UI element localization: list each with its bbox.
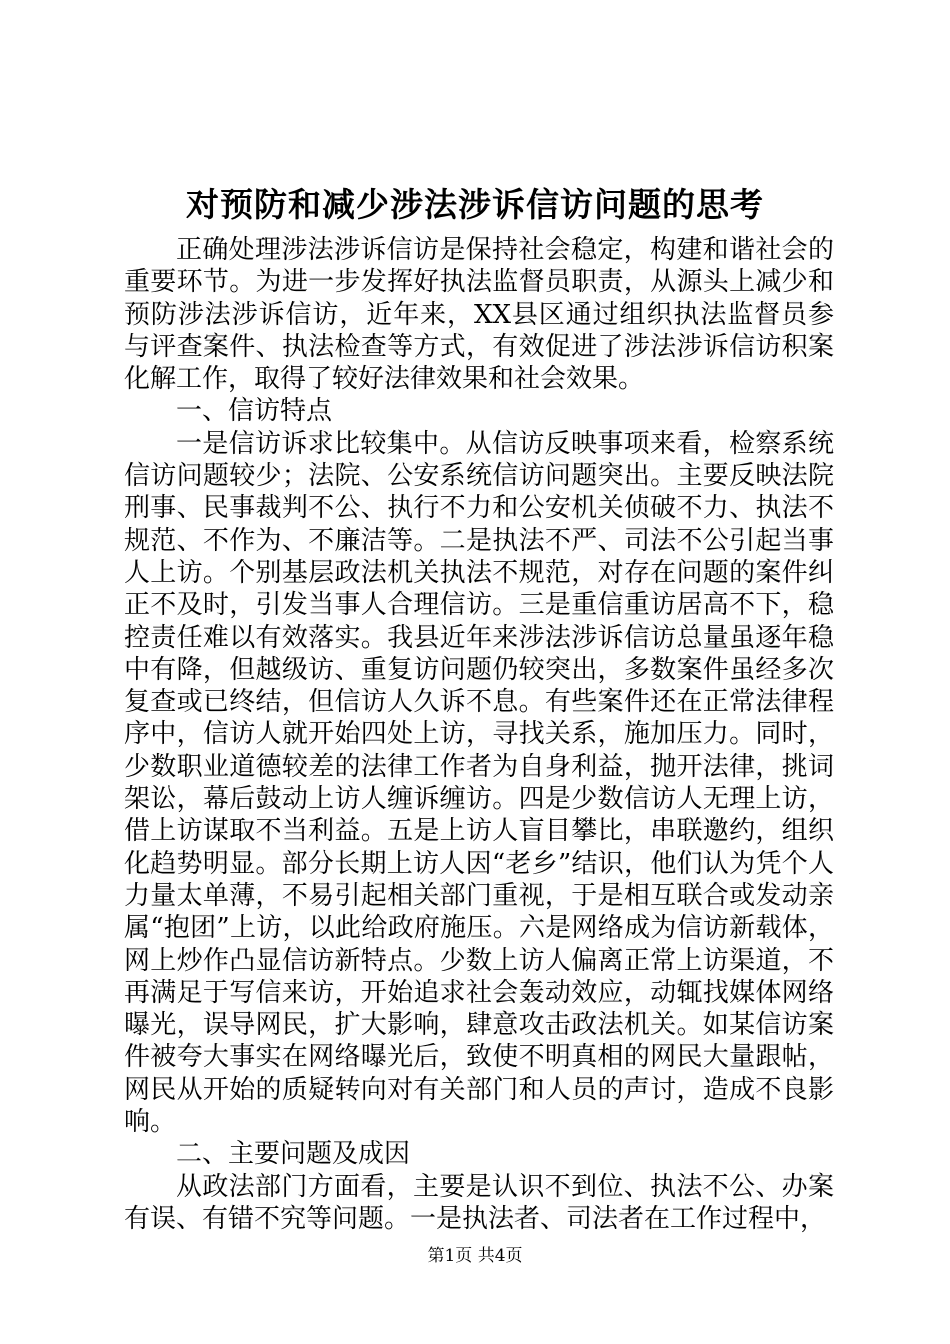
paragraph-problems: 从政法部门方面看，主要是认识不到位、执法不公、办案有误、有错不究等问题。一是执法者、司法者在工作过程中， (124, 1171, 834, 1234)
document-body (124, 234, 834, 1235)
paragraph-characteristics: 一是信访诉求比较集中。从信访反映事项来看，检察系统信访问题较少；法院、公安系统信访问题突出。主要反映法院刑事、民事裁判不公、执行不力和公安机关侦破不力、执法不规范、不作为、不廉洁等。二是执法不严、司法不公引起当事人上访。个别基层政法机关执法不规范，对存在问题的案件纠正不及时，引发当事人合理信访。三是重信重访居高不下，稳控责任难以有效落实。我县近年来涉法涉诉信访总量虽逐年稳中有降，但越级访、重复访问题仍较突出，多数案件虽经多次复查或已终结，但信访人久诉不息。有些案件还在正常法律程序中，信访人就开始四处上访，寻找关系，施加压力。同时，少数职业道德较差的法律工作者为自身利益，抛开法律，挑词架讼，幕后鼓动上访人缠诉缠访。四是少数信访人无理上访，借上访谋取不当利益。五是上访人盲目攀比，串联邀约，组织化趋势明显。部分长期上访人因“老乡”结识，他们认为凭个人力量太单薄，不易引起相关部门重视，于是相互联合或发动亲属“抱团”上访，以此给政府施压。六是网络成为信访新载体，网上炒作凸显信访新特点。少数上访人偏离正常上访渠道，不再满足于写信来访，开始追求社会轰动效应，动辄找媒体网络曝光，误导网民，扩大影响，肆意攻击政法机关。如某信访案件被夸大事实在网络曝光后，致使不明真相的网民大量跟帖，网民从开始的质疑转向对有关部门和人员的声讨，造成不良影响。 (124, 428, 834, 1138)
paragraph-intro: 正确处理涉法涉诉信访是保持社会稳定，构建和谐社会的重要环节。为进一步发挥好执法监督员职责，从源头上减少和预防涉法涉诉信访，近年来，XX县区通过组织执法监督员参与评查案件、执法检查等方式，有效促进了涉法涉诉信访积案化解工作，取得了较好法律效果和社会效果。 (124, 235, 834, 395)
section-heading-1: 一、信访特点 (176, 396, 333, 427)
page-footer: 第1页 共4页 (427, 1246, 523, 1266)
section-heading-2: 二、主要问题及成因 (176, 1139, 411, 1170)
document-title: 对预防和减少涉法涉诉信访问题的思考 (186, 185, 764, 225)
